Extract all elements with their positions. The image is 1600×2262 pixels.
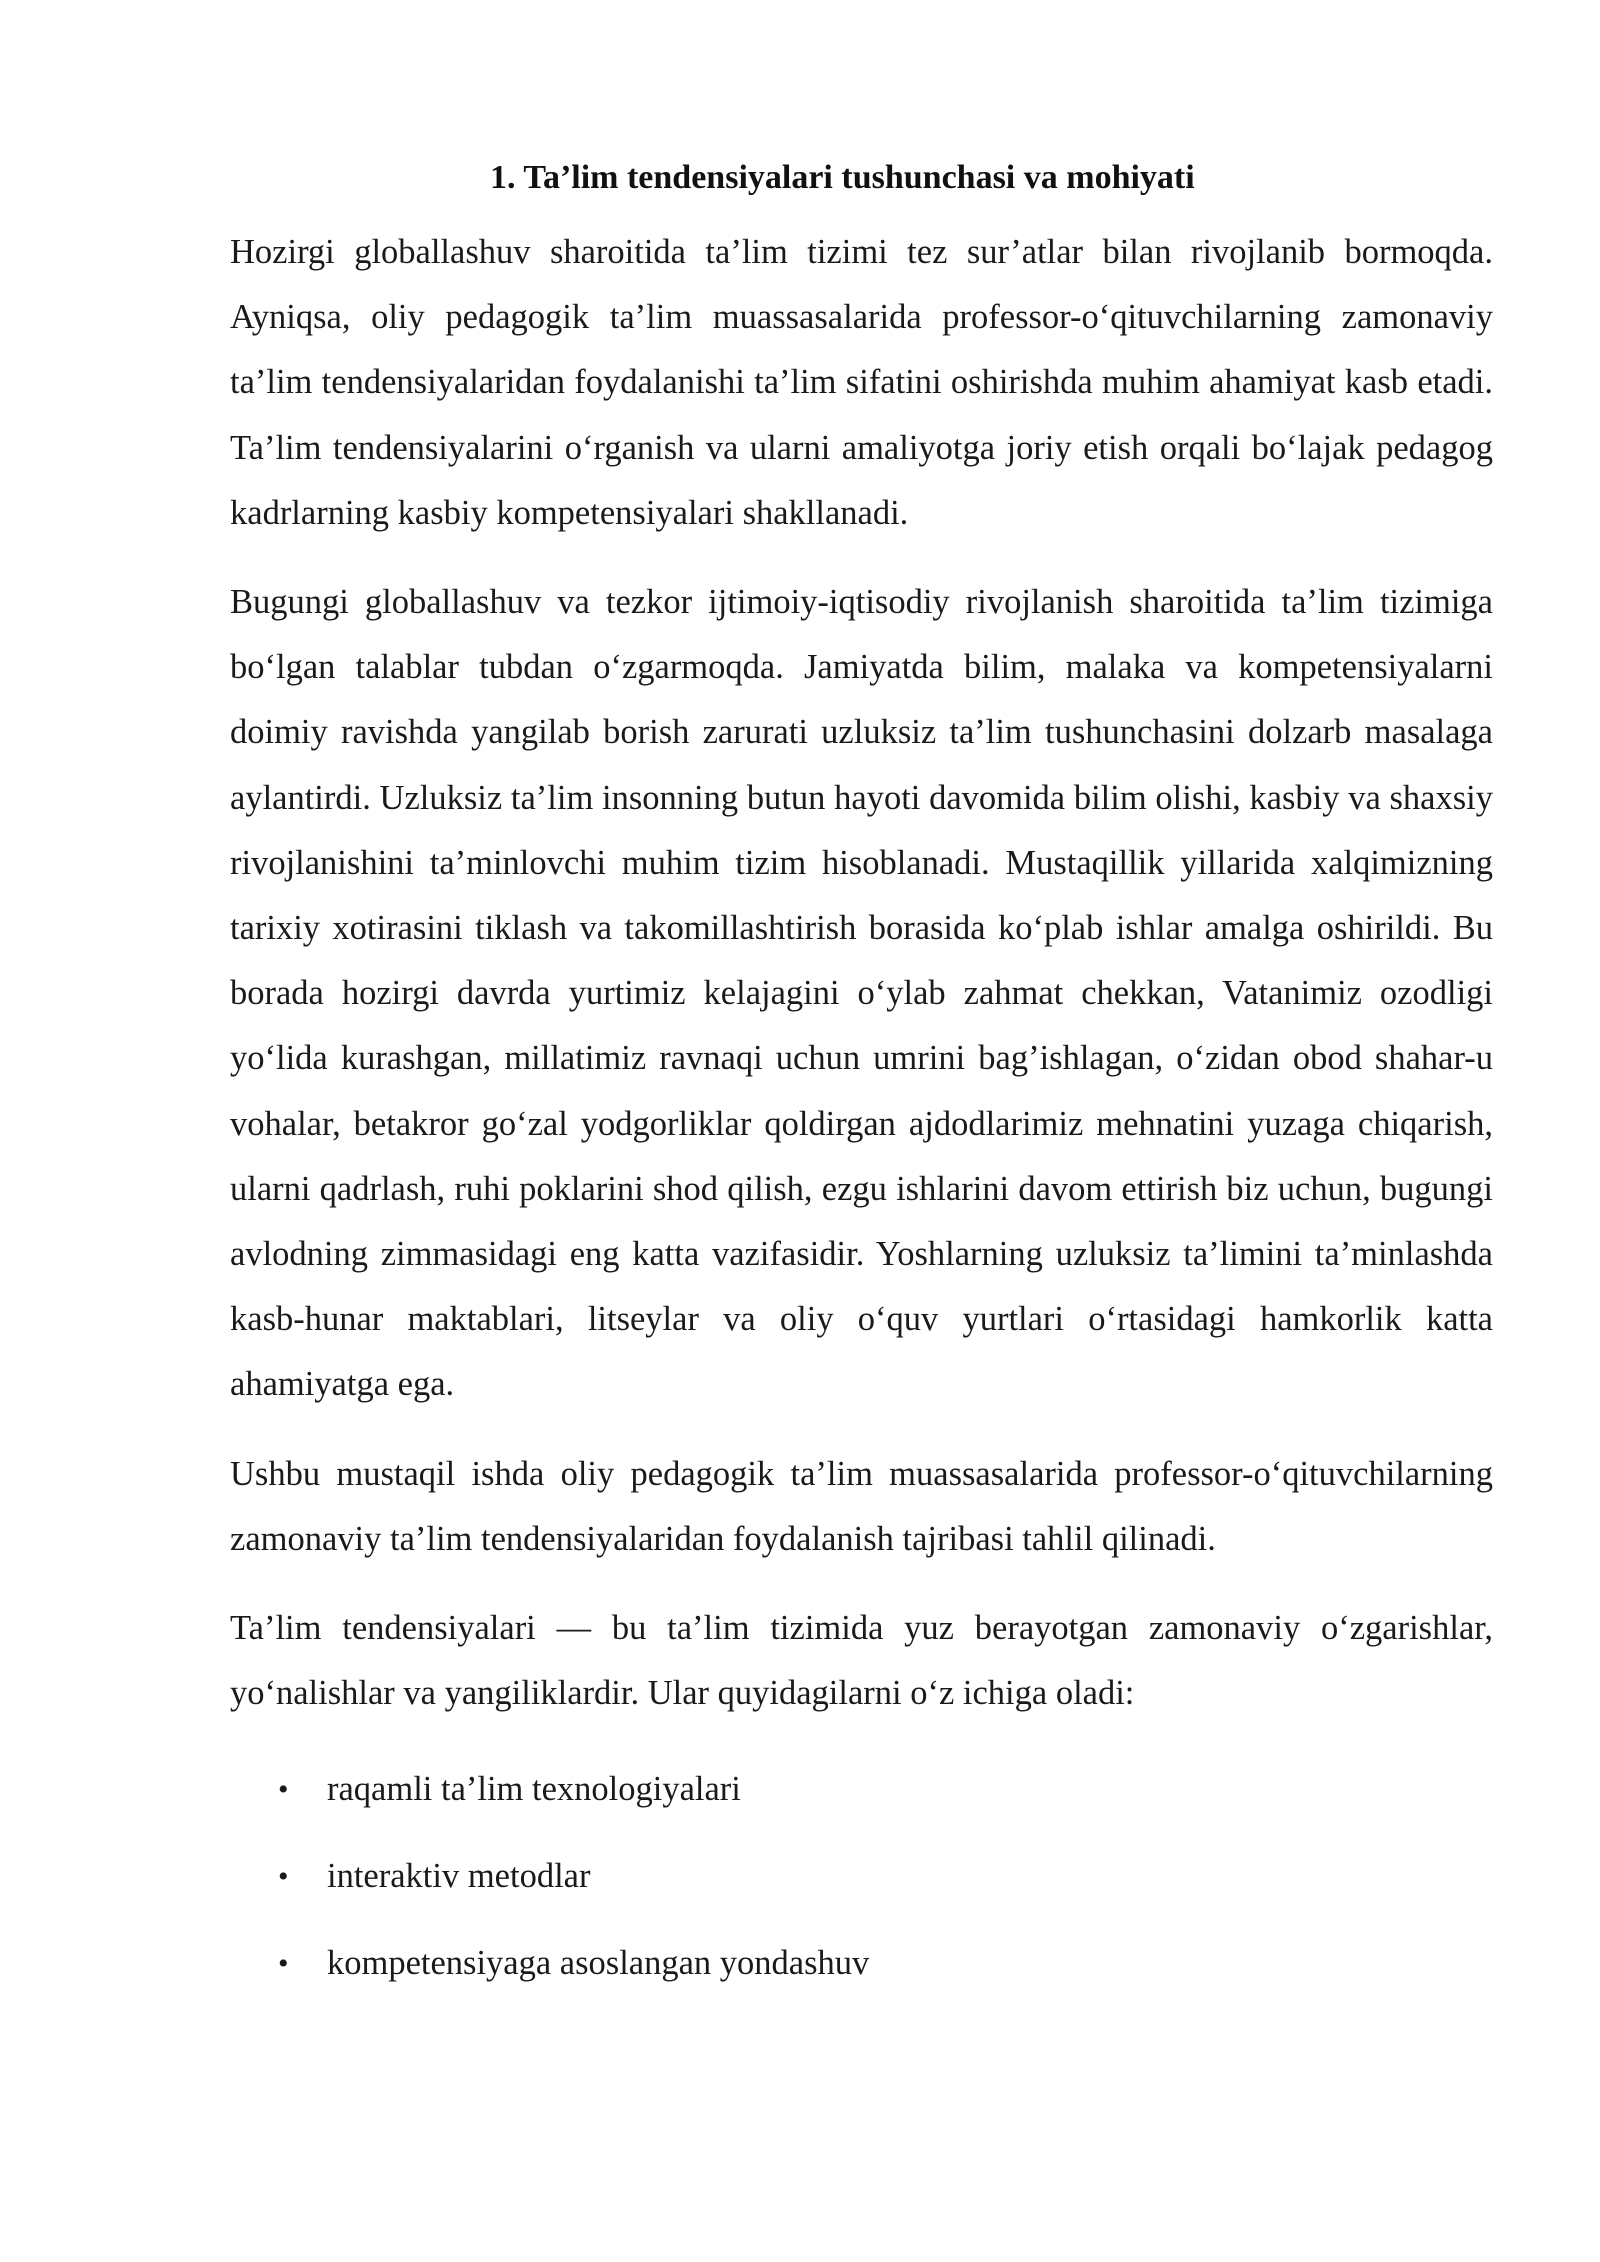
trend-list	[230, 1746, 1493, 2007]
list-item-text: interaktiv metodlar	[327, 1857, 591, 1896]
section-heading: 1. Ta’lim tendensiyalari tushunchasi va mohiyati	[490, 159, 1195, 196]
bullet-icon: •	[278, 1773, 289, 1807]
bullet-icon: •	[278, 1947, 289, 1981]
document-page	[230, 150, 1493, 2007]
paragraph-definition: Ta’lim tendensiyalari — bu ta’lim tizimida yuz berayotgan zamonaviy o‘zgarishlar, yo‘nalishlar va yangiliklardir. Ular quyidagilarni o‘z ichiga oladi:	[230, 1609, 1493, 1713]
paragraph-intro: Hozirgi globallashuv sharoitida ta’lim tizimi tez sur’atlar bilan rivojlanib bormoqda. Ayniqsa, oliy pedagogik ta’lim muassasalarida professor-o‘qituvchilarning zamonaviy ta’lim tendensiyalaridan foydalanishi ta’lim sifatini oshirishda muhim ahamiyat kasb etadi. Ta’lim tendensiyalarini o‘rganish va ularni amaliyotga joriy etish orqali bo‘lajak pedagog kadrlarning kasbiy kompetensiyalari shakllanadi.	[230, 233, 1493, 532]
list-item-text: raqamli ta’lim texnologiyalari	[327, 1770, 741, 1809]
bullet-icon: •	[278, 1860, 289, 1894]
list-item	[230, 1746, 1493, 1833]
paragraph-purpose: Ushbu mustaqil ishda oliy pedagogik ta’lim muassasalarida professor-o‘qituvchilarning zamonaviy ta’lim tendensiyalaridan foydalanish tajribasi tahlil qilinadi.	[230, 1454, 1493, 1558]
paragraph-continuous-education: Bugungi globallashuv va tezkor ijtimoiy-iqtisodiy rivojlanish sharoitida ta’lim tizimiga bo‘lgan talablar tubdan o‘zgarmoqda. Jamiyatda bilim, malaka va kompetensiyalarni doimiy ravishda yangilab borish zarurati uzluksiz ta’lim tushunchasini dolzarb masalaga aylantirdi. Uzluksiz ta’lim insonning butun hayoti davomida bilim olishi, kasbiy va shaxsiy rivojlanishini ta’minlovchi muhim tizim hisoblanadi. Mustaqillik yillarida xalqimizning tarixiy xotirasini tiklash va takomillashtirish borasida ko‘plab ishlar amalga oshirildi. Bu borada hozirgi davrda yurtimiz kelajagini o‘ylab zahmat chekkan, Vatanimiz ozodligi yo‘lida kurashgan, millatimiz ravnaqi uchun umrini bag’ishlagan, o‘zidan obod shahar-u vohalar, betakror go‘zal yodgorliklar qoldirgan ajdodlarimiz mehnatini yuzaga chiqarish, ularni qadrlash, ruhi poklarini shod qilish, ezgu ishlarini davom ettirish biz uchun, bugungi avlodning zimmasidagi eng katta vazifasidir. Yoshlarning uzluksiz ta’limini ta’minlashda kasb-hunar maktablari, litseylar va oliy o‘quv yurtlari o‘rtasidagi hamkorlik katta ahamiyatga ega.	[230, 583, 1493, 1404]
list-item	[230, 1833, 1493, 1920]
list-item-text: kompetensiyaga asoslangan yondashuv	[327, 1944, 870, 1983]
list-item	[230, 1920, 1493, 2007]
